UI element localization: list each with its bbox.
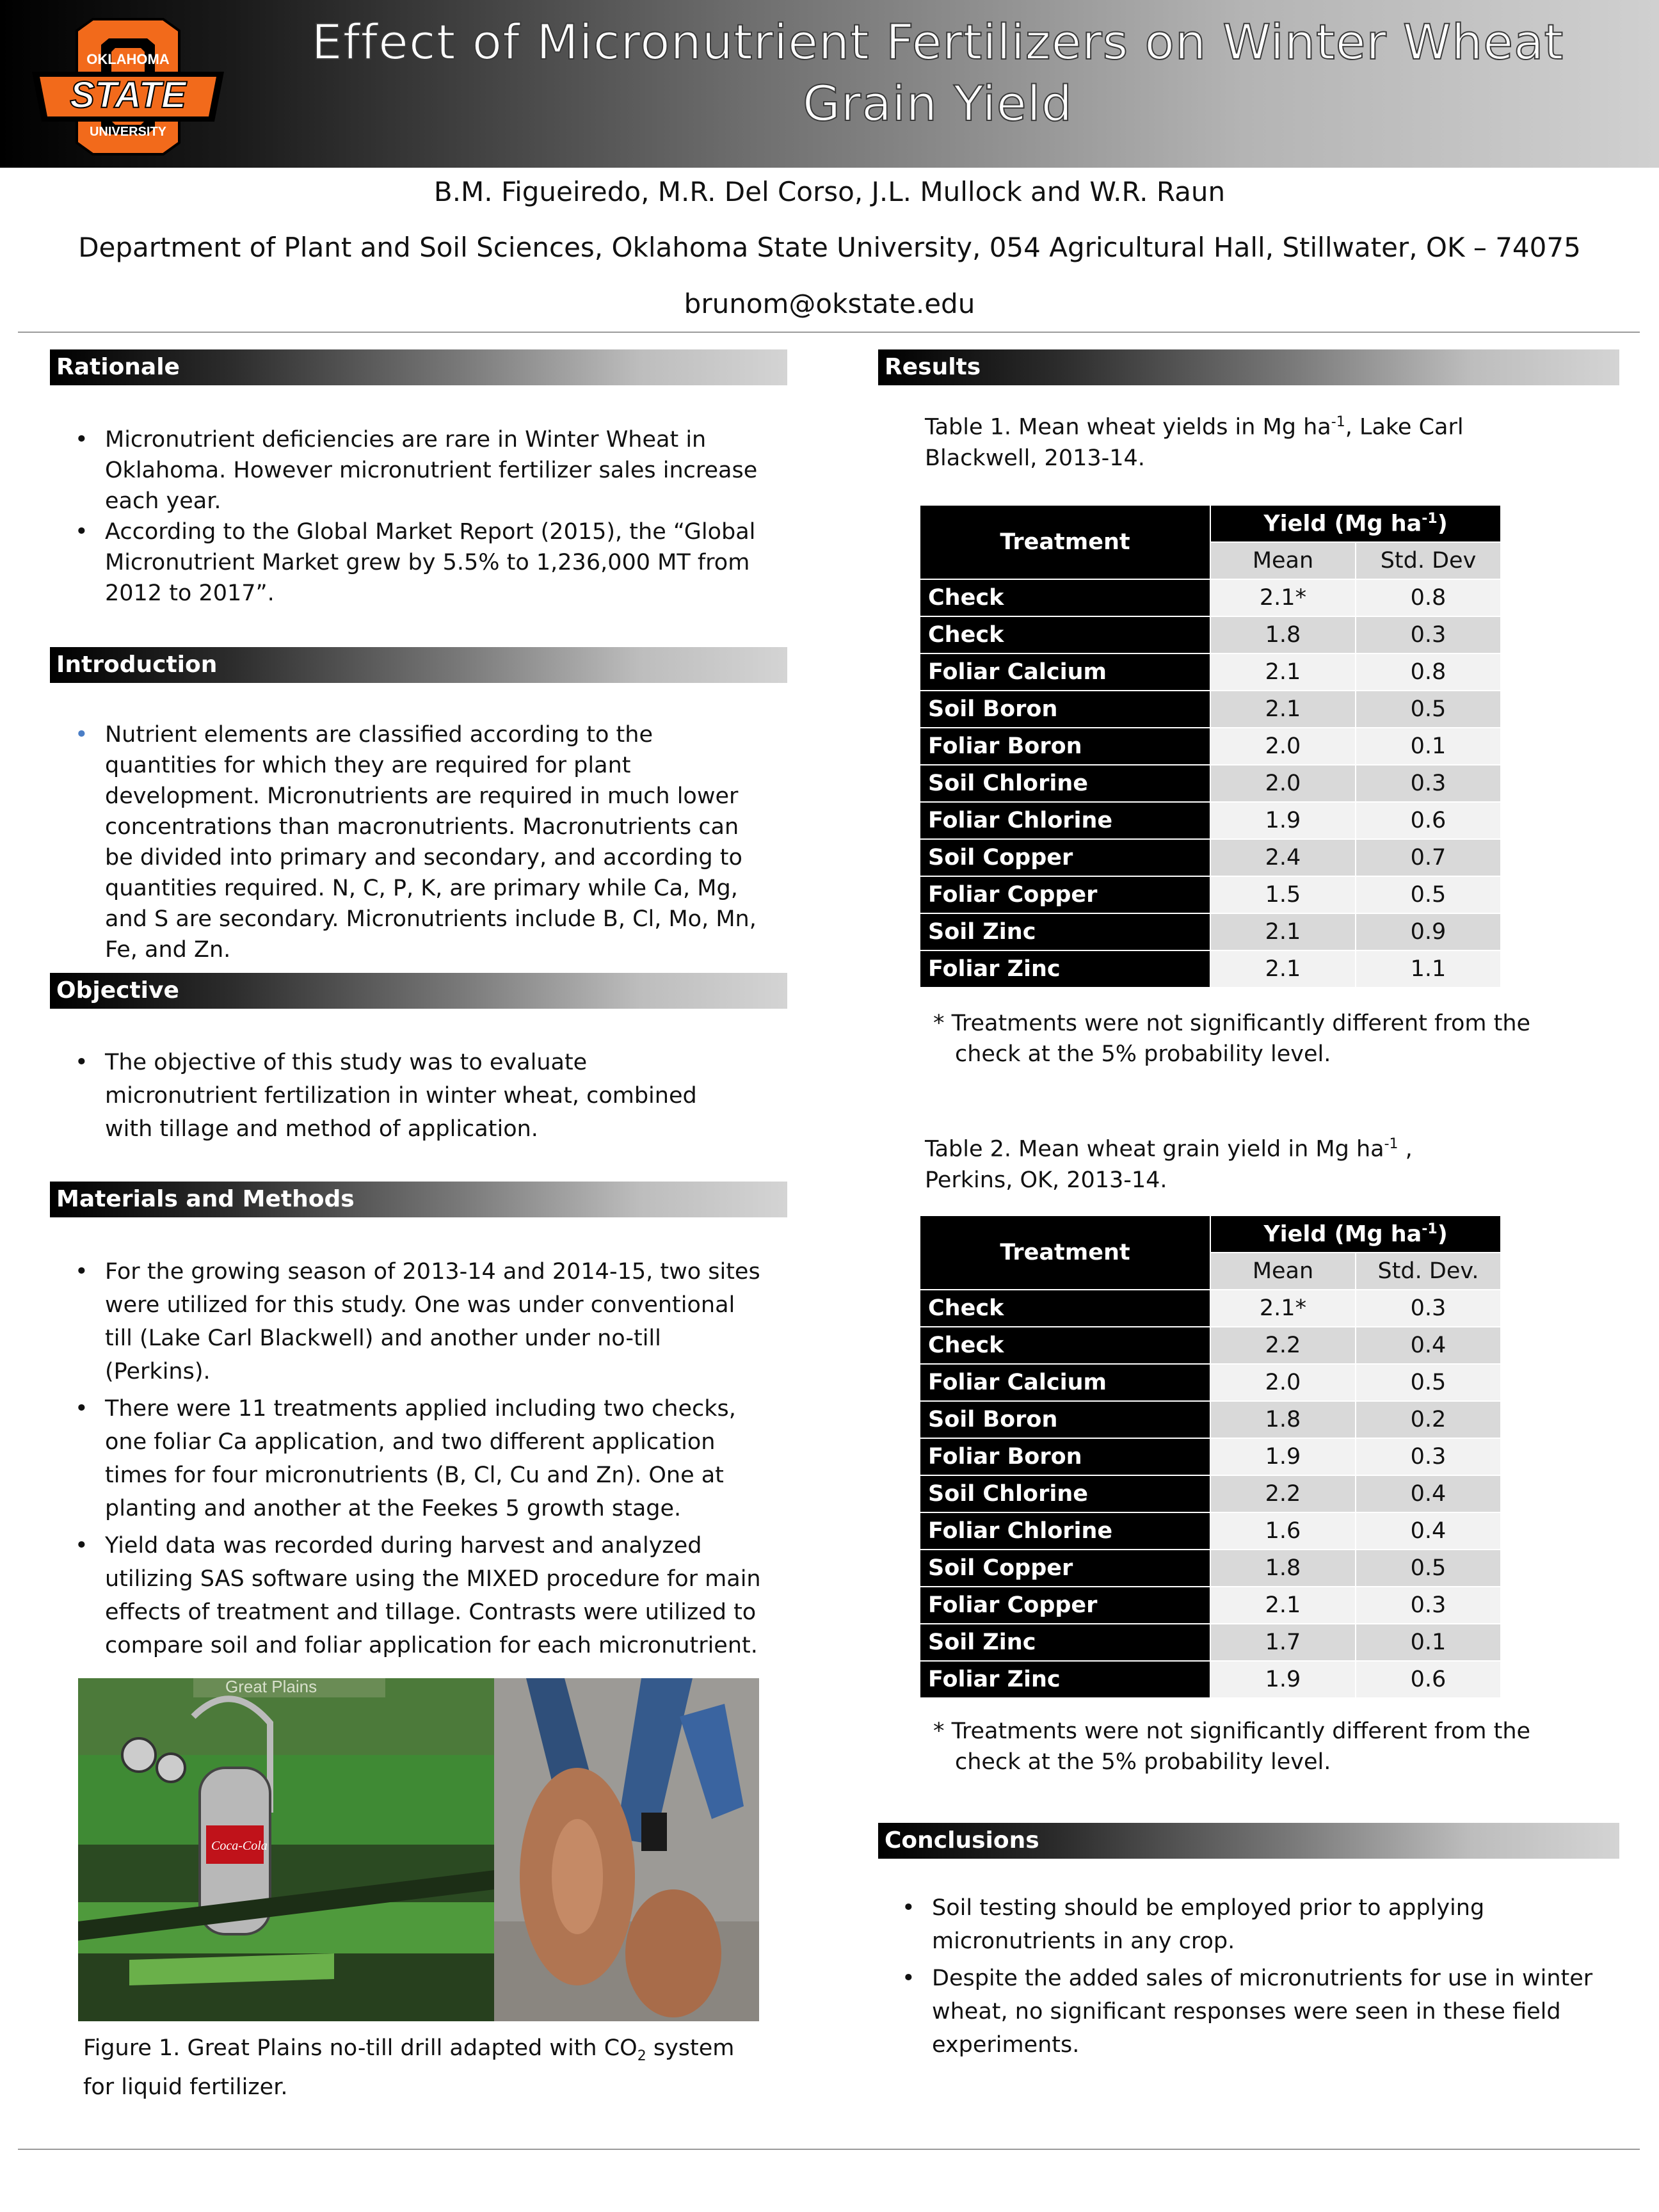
sd-cell: 0.5 (1356, 1364, 1501, 1401)
sd-cell: 0.7 (1356, 839, 1501, 876)
logo-oklahoma-text: OKLAHOMA (86, 51, 170, 67)
table-row (920, 950, 1501, 988)
sd-cell: 0.9 (1356, 913, 1501, 950)
figure-caption-text-end: system for liquid fertilizer. (83, 2035, 735, 2100)
treatment-cell: Soil Copper (920, 1550, 1210, 1587)
sd-cell: 0.4 (1356, 1475, 1501, 1512)
table-row (920, 1475, 1501, 1512)
figure-1-photo (78, 1678, 759, 2021)
logo-university-text: UNIVERSITY (89, 125, 167, 139)
mean-cell: 2.1 (1210, 653, 1356, 691)
sd-cell: 0.5 (1356, 1550, 1501, 1587)
email[interactable]: brunom@okstate.edu (684, 288, 975, 319)
mean-cell: 1.8 (1210, 1550, 1356, 1587)
table-row (920, 1624, 1501, 1661)
list-item: • There were 11 treatments applied including two checks, one foliar Ca application, and two different application times for four micronutrients (B, Cl, Cu and Zn). One at planting and another at the Feekes 5 growth stage. (51, 1392, 762, 1525)
sd-cell: 0.5 (1356, 691, 1501, 728)
treatment-cell: Foliar Boron (920, 728, 1210, 765)
treatment-cell: Foliar Calcium (920, 653, 1210, 691)
list-item: • Soil testing should be employed prior to applying micronutrients in any crop. (878, 1891, 1614, 1958)
treatment-cell: Foliar Copper (920, 876, 1210, 913)
table-1 (919, 504, 1502, 988)
objective-list (51, 1046, 736, 1146)
treatment-cell: Foliar Boron (920, 1438, 1210, 1475)
sd-cell: 0.8 (1356, 579, 1501, 616)
mean-cell: 2.1 (1210, 913, 1356, 950)
mean-cell: 1.5 (1210, 876, 1356, 913)
list-item: • Micronutrient deficiencies are rare in Winter Wheat in Oklahoma. However micronutrient fertilizer sales increase each year. (51, 424, 762, 517)
table-row (920, 1550, 1501, 1587)
mean-cell: 1.9 (1210, 1438, 1356, 1475)
conclusions-list (878, 1891, 1614, 2062)
table-2-caption-sup: -1 (1384, 1136, 1399, 1152)
treatment-cell: Soil Zinc (920, 913, 1210, 950)
methods-heading: Materials and Methods (50, 1182, 787, 1217)
mean-cell: 2.1 (1210, 950, 1356, 988)
table-row (920, 691, 1501, 728)
introduction-heading: Introduction (50, 647, 787, 683)
table-2 (919, 1215, 1502, 1699)
objective-heading: Objective (50, 973, 787, 1009)
treatment-cell: Soil Boron (920, 691, 1210, 728)
mean-cell: 2.2 (1210, 1327, 1356, 1364)
treatment-cell: Foliar Calcium (920, 1364, 1210, 1401)
table-1-yield-header (1210, 505, 1501, 542)
list-item: • For the growing season of 2013-14 and 2014-15, two sites were utilized for this study. One was under conventional till (Lake Carl Blackwell) and another under no-till (Perkins). (51, 1255, 762, 1388)
results-heading: Results (878, 349, 1619, 385)
treatment-cell: Check (920, 1290, 1210, 1327)
table-row (920, 839, 1501, 876)
rationale-heading: Rationale (50, 349, 787, 385)
authors: B.M. Figueiredo, M.R. Del Corso, J.L. Mullock and W.R. Raun (433, 176, 1226, 207)
top-divider (18, 332, 1640, 333)
table-1-caption-sup: -1 (1331, 414, 1345, 430)
table-1-treatment-header: Treatment (920, 505, 1210, 579)
mean-cell: 2.4 (1210, 839, 1356, 876)
mean-cell: 2.1 (1210, 1587, 1356, 1624)
methods-list (51, 1255, 762, 1662)
sd-cell: 1.1 (1356, 950, 1501, 988)
sd-cell: 0.6 (1356, 1661, 1501, 1698)
treatment-cell: Soil Zinc (920, 1624, 1210, 1661)
treatment-cell: Check (920, 616, 1210, 653)
mean-cell: 2.1 (1210, 691, 1356, 728)
yield-header-sup: -1 (1422, 510, 1438, 527)
treatment-cell: Foliar Chlorine (920, 1512, 1210, 1550)
table-row (920, 1438, 1501, 1475)
mean-cell: 1.9 (1210, 802, 1356, 839)
mean-cell: 2.0 (1210, 1364, 1356, 1401)
table-row (920, 1661, 1501, 1698)
table-2-sd-header: Std. Dev. (1356, 1253, 1501, 1290)
yield-header-text: Yield (Mg ha (1263, 511, 1422, 537)
mean-cell: 2.0 (1210, 765, 1356, 802)
mean-cell: 1.7 (1210, 1624, 1356, 1661)
sd-cell: 0.3 (1356, 616, 1501, 653)
mean-cell: 1.8 (1210, 616, 1356, 653)
yield-header-text-end: ) (1437, 511, 1448, 537)
treatment-cell: Foliar Chlorine (920, 802, 1210, 839)
sd-cell: 0.5 (1356, 876, 1501, 913)
sd-cell: 0.3 (1356, 1290, 1501, 1327)
poster-title: Effect of Micronutrient Fertilizers on Winter Wheat Grain Yield (311, 13, 1564, 132)
sd-cell: 0.3 (1356, 765, 1501, 802)
table-2-footnote: * Treatments were not significantly different from the check at the 5% probability level. (933, 1719, 1531, 1775)
sd-cell: 0.4 (1356, 1512, 1501, 1550)
table-1-caption (925, 407, 1501, 474)
table-row (920, 579, 1501, 616)
table-1-caption-text: Table 1. Mean wheat yields in Mg ha (925, 414, 1331, 440)
list-item: • Despite the added sales of micronutrients for use in winter wheat, no significant responses were seen in these field experiments. (878, 1962, 1614, 2062)
table-2-caption-text-end: , Perkins, OK, 2013-14. (925, 1136, 1413, 1193)
sd-cell: 0.8 (1356, 653, 1501, 691)
drill-sign-text: Great Plains (225, 1678, 317, 1696)
table-row (920, 1512, 1501, 1550)
list-item: • Yield data was recorded during harvest and analyzed utilizing SAS software using the MIXED procedure for main effects of treatment and tillage. Contrasts were utilized to compare soil and foliar application for each micronutrient. (51, 1529, 762, 1662)
mean-cell: 2.2 (1210, 1475, 1356, 1512)
figure-1-caption (83, 2033, 762, 2103)
treatment-cell: Soil Chlorine (920, 765, 1210, 802)
sd-cell: 0.2 (1356, 1401, 1501, 1438)
rationale-list (51, 424, 762, 609)
mean-cell: 1.9 (1210, 1661, 1356, 1698)
bottom-divider (18, 2149, 1640, 2150)
mean-cell: 2.1* (1210, 1290, 1356, 1327)
table-row (920, 728, 1501, 765)
treatment-cell: Soil Copper (920, 839, 1210, 876)
treatment-cell: Soil Boron (920, 1401, 1210, 1438)
table-row (920, 616, 1501, 653)
coulter-photo (494, 1678, 759, 2021)
table-row (920, 765, 1501, 802)
table-2-caption-text: Table 2. Mean wheat grain yield in Mg ha (925, 1136, 1384, 1162)
table-1-footnote: * Treatments were not significantly different from the check at the 5% probability level. (933, 1011, 1531, 1067)
table-1-sd-header: Std. Dev (1356, 542, 1501, 579)
yield-header-text: Yield (Mg ha (1263, 1221, 1422, 1247)
list-item: • Nutrient elements are classified according to the quantities for which they are required for plant development. Micronutrients are required in much lower concentrations than macronutrients. Macronutrients can be divided into primary and secondary, and according to quantities required. N, C, P, K, are primary while Ca, Mg, and S are secondary. Micronutrients include B, Cl, Mo, Mn, Fe, and Zn. (51, 719, 762, 965)
table-row (920, 1364, 1501, 1401)
list-item: • The objective of this study was to evaluate micronutrient fertilization in winter wheat, combined with tillage and method of application. (51, 1046, 736, 1146)
table-row (920, 876, 1501, 913)
osu-logo (26, 13, 230, 160)
treatment-cell: Foliar Copper (920, 1587, 1210, 1624)
table-row (920, 653, 1501, 691)
mean-cell: 2.1* (1210, 579, 1356, 616)
figure-caption-text: Figure 1. Great Plains no-till drill adapted with CO (83, 2035, 637, 2061)
treatment-cell: Soil Chlorine (920, 1475, 1210, 1512)
table-row (920, 1401, 1501, 1438)
table-row (920, 1587, 1501, 1624)
treatment-cell: Foliar Zinc (920, 950, 1210, 988)
table-1-caption-text-end: , Lake Carl Blackwell, 2013-14. (925, 414, 1464, 471)
sd-cell: 0.1 (1356, 728, 1501, 765)
sd-cell: 0.6 (1356, 802, 1501, 839)
figure-caption-subscript: 2 (637, 2048, 646, 2064)
table-row (920, 913, 1501, 950)
logo-state-text: STATE (70, 74, 186, 116)
table-row (920, 1327, 1501, 1364)
treatment-cell: Check (920, 1327, 1210, 1364)
sd-cell: 0.3 (1356, 1587, 1501, 1624)
can-label-text: Coca-Cola (211, 1839, 268, 1853)
conclusions-heading: Conclusions (878, 1823, 1619, 1859)
yield-header-text-end: ) (1437, 1221, 1448, 1247)
treatment-cell: Check (920, 579, 1210, 616)
table-1-mean-header: Mean (1210, 542, 1356, 579)
yield-header-sup: -1 (1422, 1221, 1438, 1237)
sd-cell: 0.1 (1356, 1624, 1501, 1661)
mean-cell: 1.6 (1210, 1512, 1356, 1550)
table-2-mean-header: Mean (1210, 1253, 1356, 1290)
mean-cell: 1.8 (1210, 1401, 1356, 1438)
table-row (920, 802, 1501, 839)
department: Department of Plant and Soil Sciences, Oklahoma State University, 054 Agricultural Hall, Stillwater, OK – 74075 (78, 232, 1581, 263)
table-row (920, 1290, 1501, 1327)
mean-cell: 2.0 (1210, 728, 1356, 765)
treatment-cell: Foliar Zinc (920, 1661, 1210, 1698)
table-2-caption (925, 1129, 1501, 1196)
sd-cell: 0.3 (1356, 1438, 1501, 1475)
table-2-treatment-header: Treatment (920, 1215, 1210, 1290)
introduction-list (51, 719, 762, 965)
sd-cell: 0.4 (1356, 1327, 1501, 1364)
drill-photo (78, 1678, 494, 2021)
list-item: • According to the Global Market Report (2015), the “Global Micronutrient Market grew by 5.5% to 1,236,000 MT from 2012 to 2017”. (51, 517, 762, 609)
table-2-yield-header (1210, 1215, 1501, 1253)
